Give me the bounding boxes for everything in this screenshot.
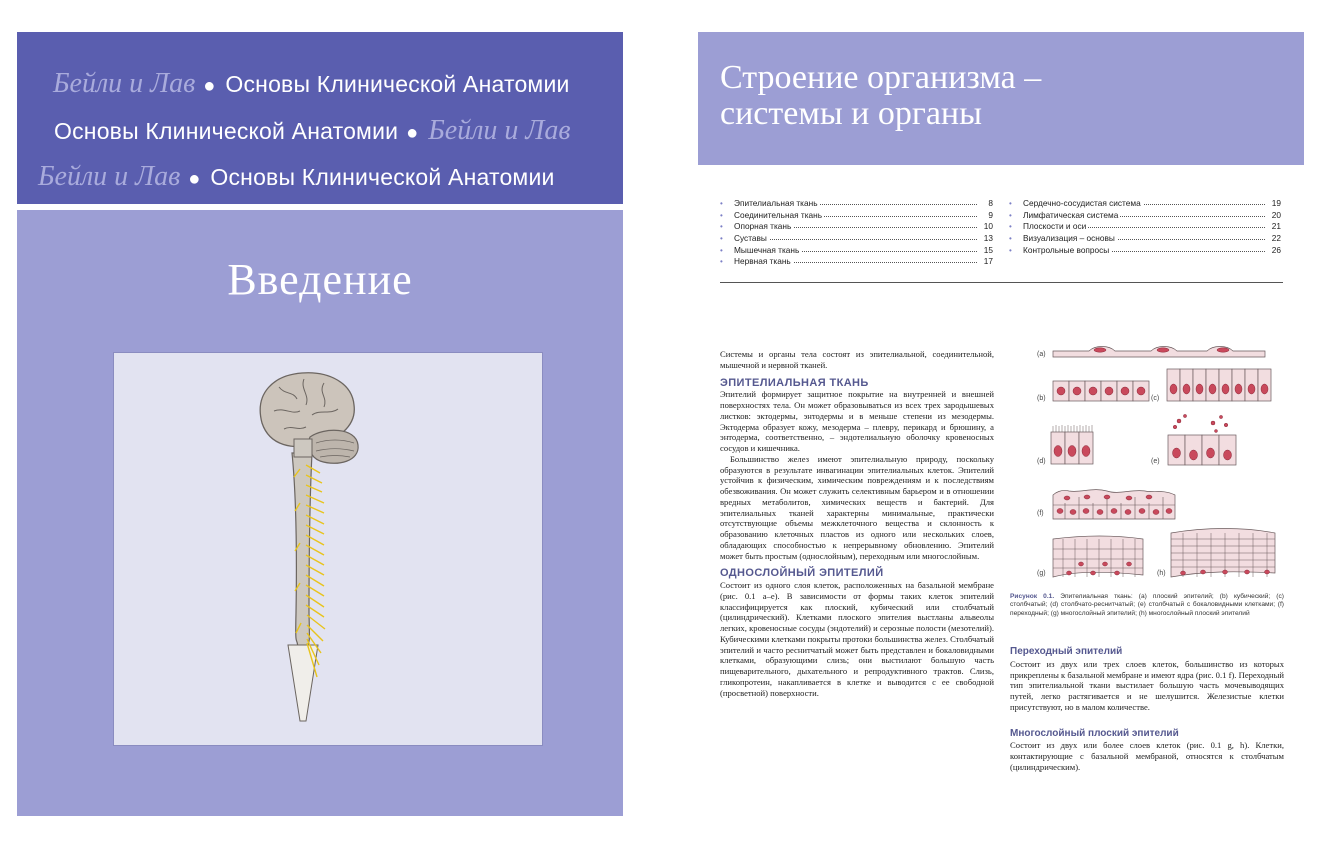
figure-label: (a) — [1037, 351, 1046, 358]
main-text-column — [720, 349, 994, 698]
banner-line-3 — [38, 161, 555, 193]
bullet-dot-icon: • — [1009, 210, 1012, 220]
series-text: Основы Клинической Анатомии — [54, 118, 399, 144]
figure-label: (d) — [1037, 458, 1046, 465]
bullet-dot-icon: • — [720, 210, 723, 220]
brand-text: Бейли и Лав — [428, 115, 571, 146]
toc-item[interactable]: • Контрольные вопросы 26 — [1009, 244, 1281, 255]
figure-label: (g) — [1037, 570, 1046, 577]
toc-item[interactable]: • Суставы 13 — [720, 233, 993, 244]
body-paragraph: Состоит из двух или более слоев клеток (рис. 0.1 g, h). Клетки, контактирующие с базальной мембраной, относятся к столбчатым (цилиндрическим). — [1010, 740, 1284, 772]
body-paragraph: Эпителий формирует защитное покрытие на внутренней и внешней поверхностях тела. Он может образовываться из всех трех зародышевых листков: эктодермы, энтодермы и в меньше степени из мезодермы. Эктодерма образует кожу, мезодерма – плевру, перикард и брюшину, а энтодерма, соответственно, – эндотелиальную оболочку кровеносных сосудов и кишечника. — [720, 389, 994, 453]
bullet-dot-icon: ● — [406, 122, 419, 144]
toc-item[interactable]: • Опорная ткань 10 — [720, 221, 993, 232]
series-banner — [17, 32, 623, 204]
series-text: Основы Клинической Анатомии — [210, 164, 555, 190]
figure-label: (c) — [1151, 395, 1160, 402]
toc-item[interactable]: • Мышечная ткань 15 — [720, 244, 993, 255]
figure-caption-label: Рисунок 0.1. — [1010, 593, 1055, 600]
figure-caption — [1010, 593, 1284, 618]
subsection-heading: Многослойный плоский эпителий — [1010, 727, 1179, 739]
bullet-dot-icon: • — [720, 245, 723, 255]
section-heading: ЭПИТЕЛИАЛЬНАЯ ТКАНЬ — [720, 376, 869, 389]
bullet-dot-icon: • — [720, 199, 723, 208]
divider — [720, 282, 1283, 283]
intro-title: Введение — [227, 255, 413, 304]
toc-item[interactable]: • Нервная ткань 17 — [720, 256, 993, 267]
bullet-dot-icon: ● — [203, 75, 216, 97]
subsection-heading: Переходный эпителий — [1010, 646, 1123, 657]
toc-item[interactable]: • Плоскости и оси 21 — [1009, 221, 1281, 232]
chapter-title — [720, 60, 1041, 132]
banner-line-1 — [53, 68, 570, 100]
toc-item[interactable]: • Соединительная ткань 9 — [720, 209, 993, 220]
toc-item[interactable]: • Сердечно-сосудистая система 19 — [1009, 198, 1281, 208]
brand-text: Бейли и Лав — [53, 68, 196, 99]
toc-column-left — [720, 198, 993, 268]
brand-text: Бейли и Лав — [38, 161, 181, 192]
toc-item[interactable]: • Эпителиальная ткань 8 — [720, 198, 993, 208]
toc-item[interactable]: • Лимфатическая система 20 — [1009, 209, 1281, 220]
figure-label: (e) — [1151, 458, 1160, 465]
bullet-dot-icon: ● — [188, 168, 201, 190]
intro-paragraph: Системы и органы тела состоят из эпителиальной, соединительной, мышечной и нервной тканей. — [720, 349, 994, 370]
figure-label: (b) — [1037, 395, 1046, 402]
bullet-dot-icon: • — [720, 222, 723, 232]
body-paragraph: Состоит из двух или трех слоев клеток, большинство из которых прикреплены к базальной мембране и имеют ядра (рис. 0.1 f). Переходный тип эпителиальной ткани выстилает большую часть мочевыводящих путей, легко растягивается и не шелушится. Железистые клетки присутствуют, но в малом количестве. — [1010, 658, 1284, 712]
chapter-header — [698, 32, 1304, 165]
body-paragraph: Состоит из одного слоя клеток, расположенных на базальной мембране (рис. 0.1 a–e). В зависимости от формы таких клеток эпителий классифицируется как плоский, кубический или столбчатый (цилиндрический). Клетками плоского эпителия выстланы альвеолы легких, кровеносные сосуды (эндотелий) и серозные полости (мезотелий). Кубическими клетками покрыты протоки большинства желез. Столбчатый эпителий и часто реснитчатый может быть представлен и бокаловидными клетками, образующими слизь; они выстилают большую часть пищеварительного, дыхательного и репродуктивного трактов. Слизь, гликопротеин, накапливается в клетке и выводится с ее свободной (просветной) поверхности. — [720, 580, 994, 698]
bullet-dot-icon: • — [720, 234, 723, 244]
toc-item[interactable]: • Визуализация – основы 22 — [1009, 233, 1281, 244]
section-heading: ОДНОСЛОЙНЫЙ ЭПИТЕЛИЙ — [720, 567, 884, 580]
bullet-dot-icon: • — [1009, 234, 1012, 244]
series-text: Основы Клинической Анатомии — [225, 71, 570, 97]
figure-caption-text: Эпителиальная ткань: (a) плоский эпителий; (b) кубический; (c) столбчатый; (d) столбчато-реснитчатый; (e) столбчатый с бокаловидными клетками; (f) переходный; (g) многослойный эпителий; (h) многослойный плоский эпителий — [1010, 593, 1284, 617]
bullet-dot-icon: • — [1009, 222, 1012, 232]
banner-line-2 — [54, 115, 571, 147]
bullet-dot-icon: • — [1009, 199, 1012, 208]
intro-panel — [17, 210, 623, 816]
figure-label: (h) — [1157, 570, 1166, 577]
chapter-title-line-2: системы и органы — [720, 95, 982, 132]
body-paragraph: Большинство желез имеют эпителиальную природу, поскольку образуются в результате инвагинации эпителиальных клеток. Эпителий устойчив к физическим, химическим повреждениям и к последствиям обезвоживания. Он может служить селективным барьером и в отношении вредных метаболитов, химических веществ и бактерий. Для эпителиальных тканей характерны минимальные, практически отсутствующие объемы межклеточного вещества и склонность к образованию клеточных пластов из одного или нескольких слоев, обладающих способностью к непрерывному обновлению. Эпителий может быть простым (однослойным), переходным или многослойным. — [720, 453, 994, 561]
figure-label: (f) — [1037, 510, 1044, 517]
chapter-title-line-1: Строение организма – — [720, 59, 1042, 96]
second-text-column — [1010, 647, 1284, 773]
epithelium-figure — [1035, 343, 1285, 593]
illustration-frame — [113, 352, 543, 746]
bullet-dot-icon: • — [720, 257, 723, 267]
toc-column-right — [1009, 198, 1281, 256]
bullet-dot-icon: • — [1009, 245, 1012, 255]
nervous-system-illustration-icon — [114, 353, 542, 745]
epithelium-figure-icon — [1035, 343, 1285, 593]
